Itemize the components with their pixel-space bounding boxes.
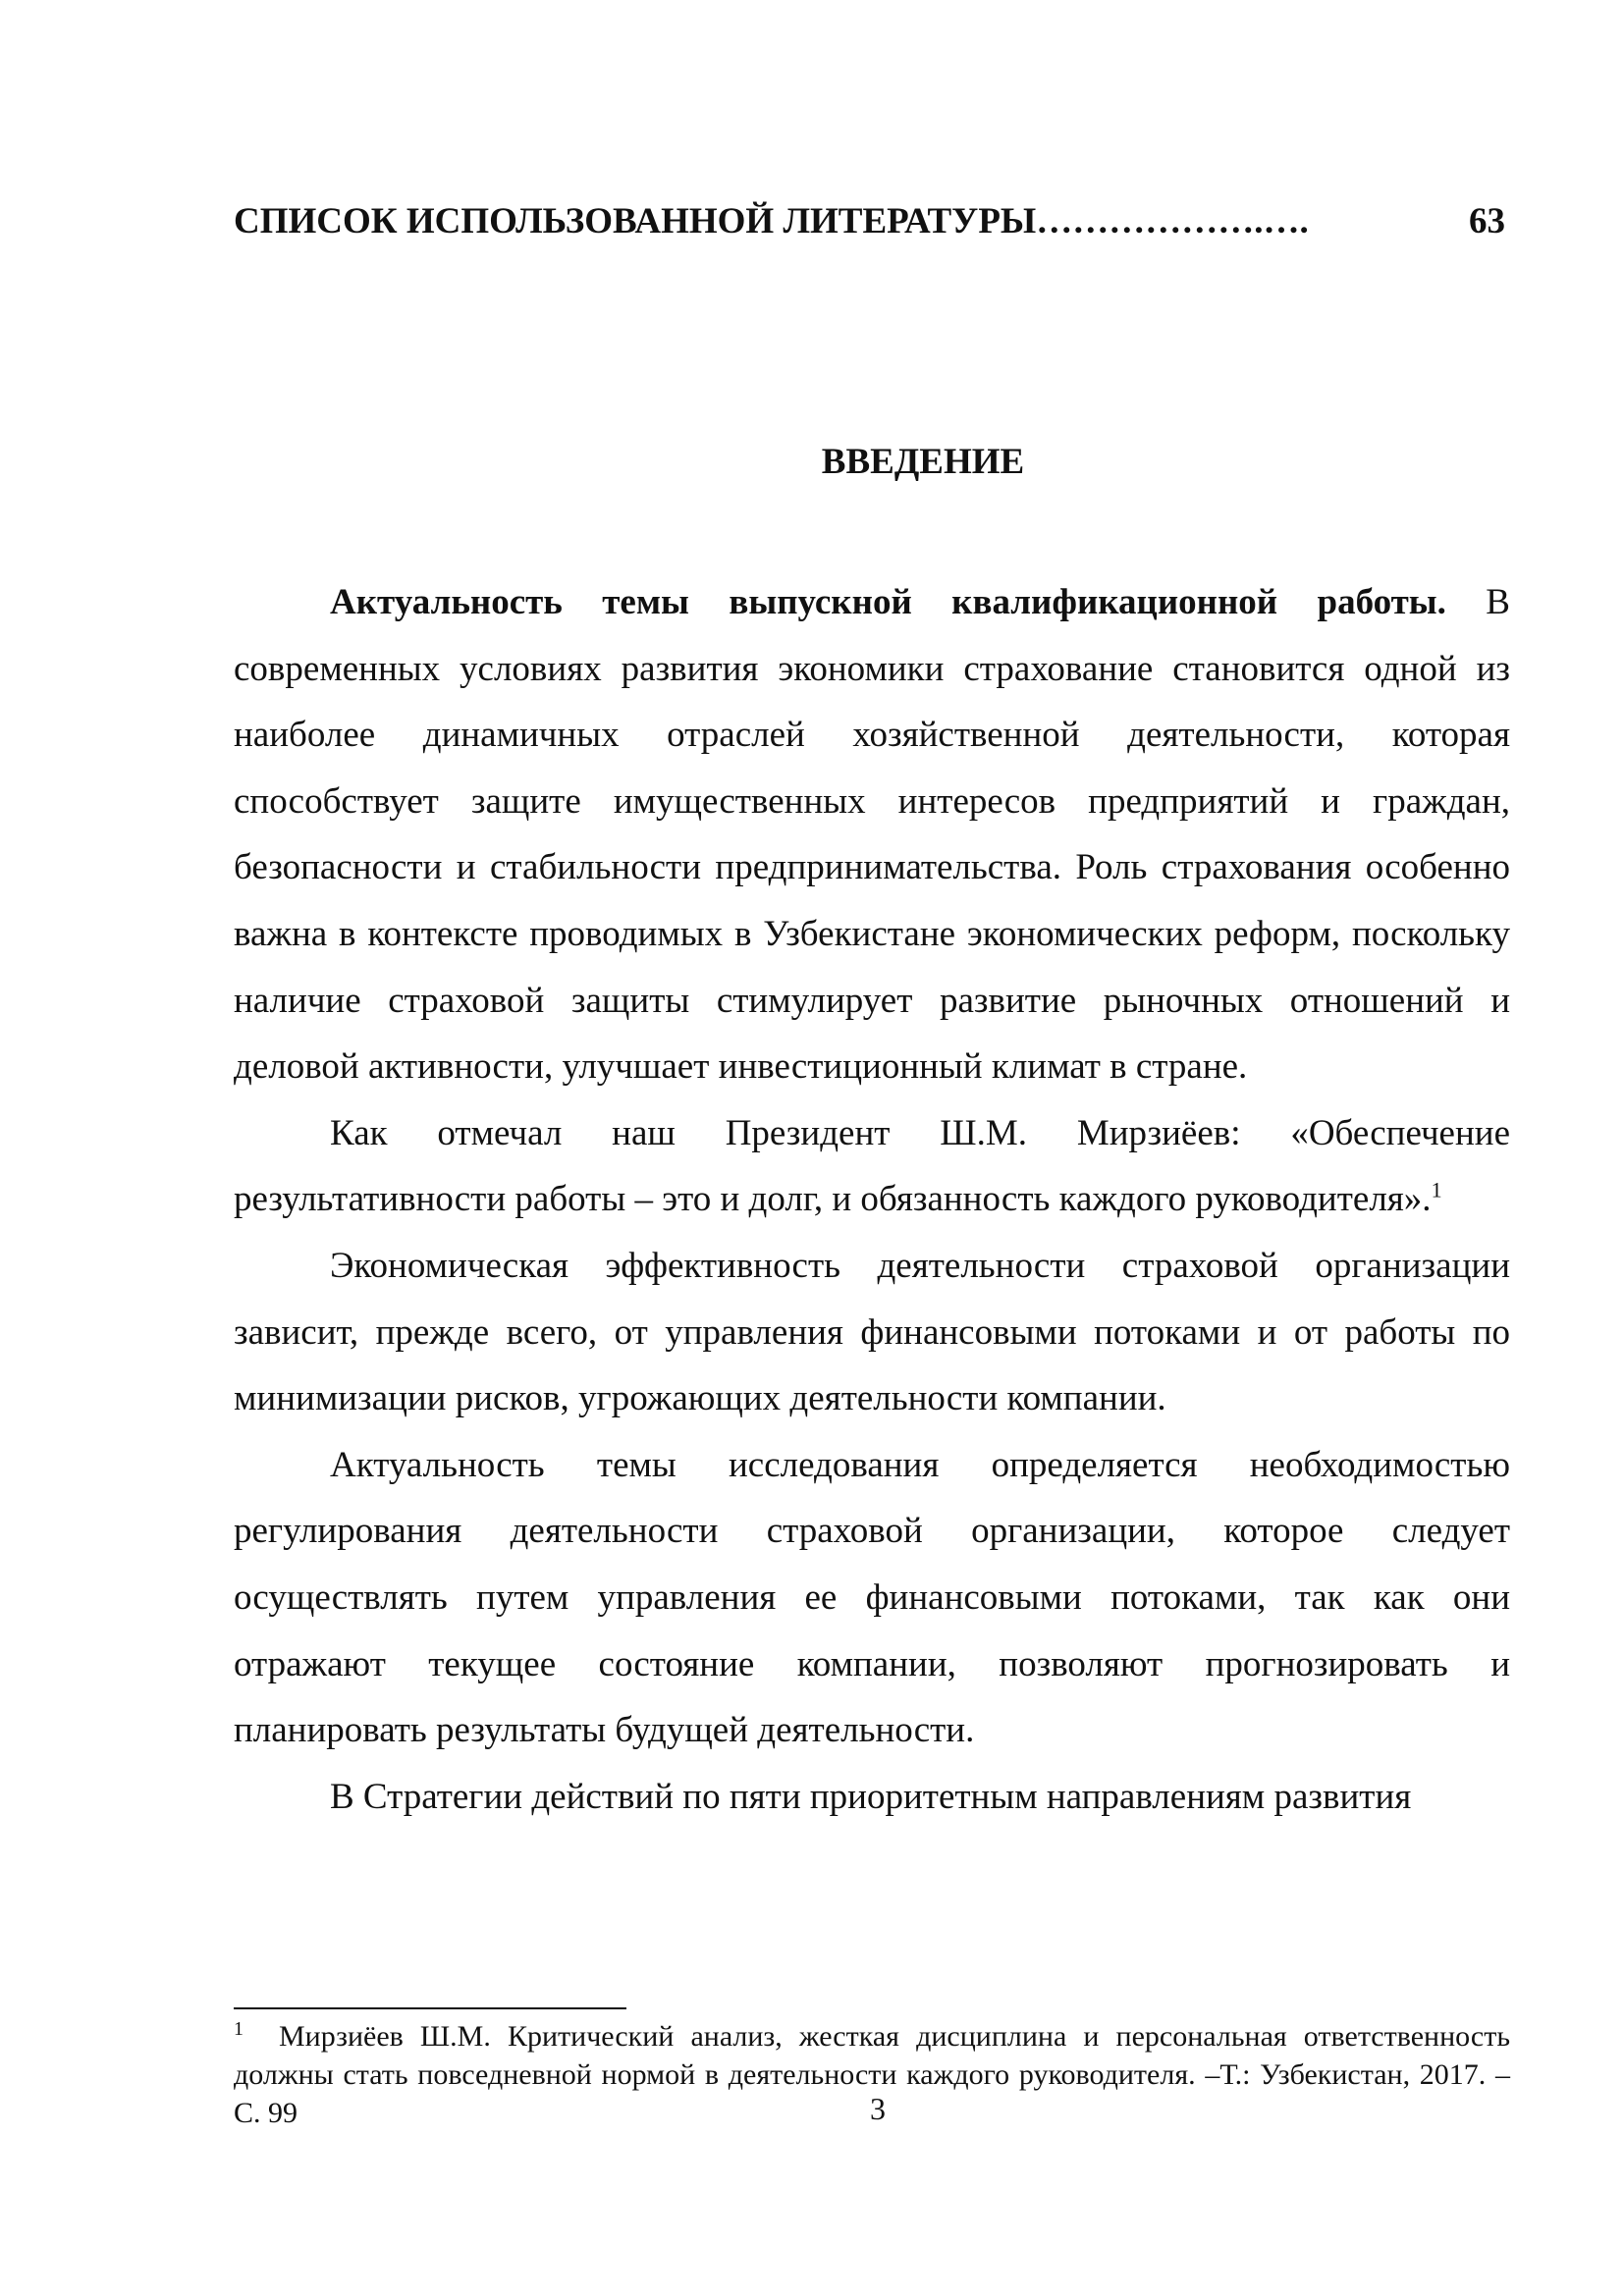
page-number: 3	[870, 2091, 886, 2126]
footnote-mark: 1	[234, 2018, 244, 2040]
section-heading: ВВЕДЕНИЕ	[821, 442, 1025, 482]
toc-entry-title: СПИСОК ИСПОЛЬЗОВАННОЙ ЛИТЕРАТУРЫ……………….….	[234, 201, 1309, 241]
paragraph-efficiency: Экономическая эффективность деятельности страховой организации зависит, прежде всего, от управления финансовыми потоками и от работы по минимизации рисков, угрожающих деятельности компании.	[234, 1245, 1510, 1419]
paragraph-lead-bold: Актуальность темы выпускной квалификационной работы.	[330, 582, 1446, 622]
paragraph-text: В современных условиях развития экономики страхование становится одной из наиболее динамичных отраслей хозяйственной деятельности, которая способствует защите имущественных интересов предприятий и граждан, безопасности и стабильности предпринимательства. Роль страхования особенно важна в контексте проводимых в Узбекистане экономических реформ, поскольку наличие страховой защиты стимулирует развитие рыночных отношений и деловой активности, улучшает инвестиционный климат в стране.	[234, 582, 1510, 1088]
paragraph-quote	[234, 1100, 1510, 1233]
footnote-reference[interactable]: 1	[1431, 1178, 1442, 1203]
paragraph-text: Как отмечал наш Президент Ш.М. Мирзиёев: «Обеспечение результативности работы – это и долг, и обязанность каждого руководителя».	[234, 1112, 1510, 1220]
toc-entry-page-number: 63	[1469, 201, 1505, 241]
body-text	[234, 569, 1510, 1830]
footnote-separator	[234, 2007, 626, 2009]
paragraph-strategy: В Стратегии действий по пяти приоритетным направлениям развития	[330, 1776, 1412, 1817]
footnote-text: Мирзиёев Ш.М. Критический анализ, жесткая дисциплина и персональная ответственность должны стать повседневной нормой в деятельности каждого руководителя. –Т.: Узбекистан, 2017. – С. 99	[234, 2020, 1510, 2129]
paragraph-relevance	[234, 569, 1510, 1100]
paragraph-research-relevance: Актуальность темы исследования определяется необходимостью регулирования деятельности страховой организации, которое следует осуществлять путем управления ее финансовыми потоками, так как они отражают текущее состояние компании, позволяют прогнозировать и планировать результаты будущей деятельности.	[234, 1444, 1510, 1751]
